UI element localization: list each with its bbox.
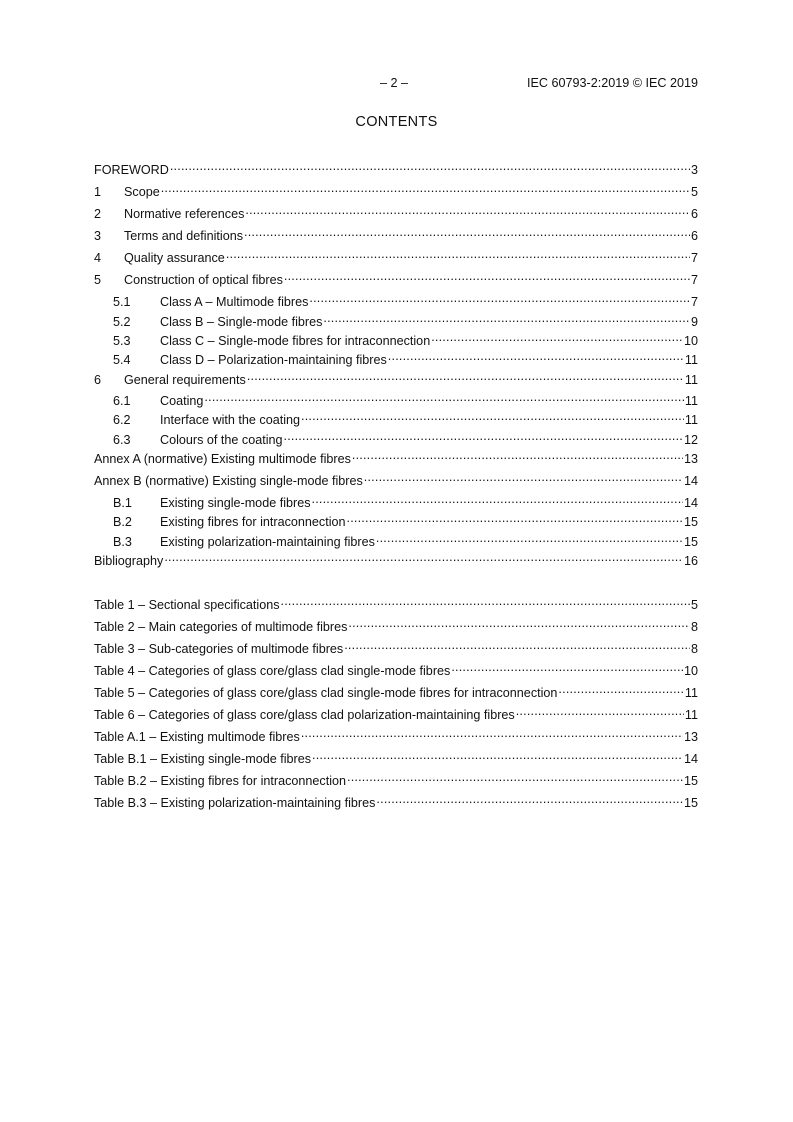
toc-entry[interactable] bbox=[94, 368, 698, 387]
toc-entry-page: 11 bbox=[684, 394, 698, 408]
toc-entry-label: Class B – Single-mode fibres bbox=[160, 315, 323, 329]
toc-entry-label: Colours of the coating bbox=[160, 433, 283, 447]
toc-entry-number: 5.2 bbox=[113, 315, 131, 329]
dot-leader bbox=[284, 268, 690, 284]
toc-entry[interactable] bbox=[94, 469, 698, 488]
dot-leader bbox=[312, 747, 683, 763]
toc-entry-page: 6 bbox=[690, 207, 698, 221]
dot-leader bbox=[388, 348, 684, 364]
toc-entry-page: 14 bbox=[683, 496, 698, 510]
toc-entry-label: Table B.2 – Existing fibres for intraconnection bbox=[94, 774, 347, 788]
toc-entry[interactable] bbox=[94, 615, 698, 634]
page-header bbox=[0, 76, 793, 92]
dot-leader bbox=[516, 703, 684, 719]
dot-leader bbox=[301, 408, 684, 424]
toc-entry[interactable] bbox=[94, 769, 698, 788]
toc-entry[interactable] bbox=[94, 703, 698, 722]
dot-leader bbox=[376, 530, 683, 546]
toc-entry-page: 9 bbox=[690, 315, 698, 329]
toc-entry-label: Table 2 – Main categories of multimode fibres bbox=[94, 620, 348, 634]
toc-entry-label: Table 1 – Sectional specifications bbox=[94, 598, 280, 612]
toc-entry-page: 11 bbox=[684, 686, 698, 700]
dot-leader bbox=[352, 447, 683, 463]
toc-entry-page: 11 bbox=[684, 413, 698, 427]
toc-entry-number: 5.3 bbox=[113, 334, 131, 348]
toc-entry-label: Bibliography bbox=[94, 554, 164, 568]
toc-entry-page: 7 bbox=[690, 251, 698, 265]
toc-entry-label: Quality assurance bbox=[124, 251, 225, 265]
toc-entry-page: 14 bbox=[683, 474, 698, 488]
dot-leader bbox=[558, 681, 684, 697]
toc-entry-page: 13 bbox=[683, 730, 698, 744]
dot-leader bbox=[301, 725, 683, 741]
toc-entry[interactable] bbox=[94, 290, 698, 309]
toc-entry[interactable] bbox=[94, 725, 698, 744]
toc-entry-page: 5 bbox=[690, 185, 698, 199]
toc-entry-label: Table 5 – Categories of glass core/glass clad single-mode fibres for intraconnection bbox=[94, 686, 558, 700]
dot-leader bbox=[376, 791, 683, 807]
toc-entry-label: Table B.3 – Existing polarization-maintaining fibres bbox=[94, 796, 376, 810]
dot-leader bbox=[161, 180, 690, 196]
toc-entry-label: Coating bbox=[160, 394, 204, 408]
dot-leader bbox=[281, 593, 690, 609]
toc-entry-page: 15 bbox=[683, 796, 698, 810]
toc-entry-page: 15 bbox=[683, 535, 698, 549]
dot-leader bbox=[204, 389, 684, 405]
dot-leader bbox=[348, 615, 690, 631]
toc-entry-page: 11 bbox=[684, 708, 698, 722]
toc-entry-label: Table A.1 – Existing multimode fibres bbox=[94, 730, 300, 744]
toc-entry[interactable] bbox=[94, 428, 698, 447]
toc-entry-page: 13 bbox=[683, 452, 698, 466]
dot-leader bbox=[170, 158, 690, 174]
toc-entry-label: Table B.1 – Existing single-mode fibres bbox=[94, 752, 312, 766]
toc-entry[interactable] bbox=[94, 510, 698, 529]
toc-entry[interactable] bbox=[94, 158, 698, 177]
toc-entry-label: FOREWORD bbox=[94, 163, 169, 177]
document-reference: IEC 60793-2:2019 © IEC 2019 bbox=[526, 76, 698, 90]
toc-entry-number: 4 bbox=[94, 251, 102, 265]
dot-leader bbox=[164, 549, 683, 565]
page-title: CONTENTS bbox=[355, 114, 438, 130]
toc-entry-number: B.3 bbox=[113, 535, 132, 549]
toc-entry[interactable] bbox=[94, 310, 698, 329]
toc-entry-label: Class A – Multimode fibres bbox=[160, 295, 309, 309]
toc-entry-number: B.2 bbox=[113, 515, 132, 529]
dot-leader bbox=[284, 428, 683, 444]
toc-entry-page: 10 bbox=[683, 334, 698, 348]
toc-entry-label: Existing polarization-maintaining fibres bbox=[160, 535, 375, 549]
toc-entry-label: Construction of optical fibres bbox=[124, 273, 283, 287]
dot-leader bbox=[309, 290, 690, 306]
toc-entry-label: Table 6 – Categories of glass core/glass clad polarization-maintaining fibres bbox=[94, 708, 515, 722]
toc-entry-number: 6 bbox=[94, 373, 102, 387]
toc-entry-number: 6.2 bbox=[113, 413, 131, 427]
toc-entry-label: Interface with the coating bbox=[160, 413, 301, 427]
toc-entry[interactable] bbox=[94, 246, 698, 265]
toc-entry[interactable] bbox=[94, 593, 698, 612]
toc-entry[interactable] bbox=[94, 202, 698, 221]
toc-entry[interactable] bbox=[94, 408, 698, 427]
toc-entry[interactable] bbox=[94, 447, 698, 466]
toc-entry[interactable] bbox=[94, 348, 698, 367]
toc-entry-page: 8 bbox=[690, 642, 698, 656]
toc-entry-label: Class D – Polarization-maintaining fibres bbox=[160, 353, 387, 367]
toc-entry[interactable] bbox=[94, 180, 698, 199]
dot-leader bbox=[244, 224, 690, 240]
toc-entry-page: 5 bbox=[690, 598, 698, 612]
toc-entry-label: Table 4 – Categories of glass core/glass clad single-mode fibres bbox=[94, 664, 451, 678]
toc-entry-number: 2 bbox=[94, 207, 102, 221]
toc-entry-label: Existing single-mode fibres bbox=[160, 496, 311, 510]
toc-entry-number: 5.4 bbox=[113, 353, 131, 367]
toc-entry-label: General requirements bbox=[124, 373, 246, 387]
dot-leader bbox=[247, 368, 684, 384]
toc-entry-page: 14 bbox=[683, 752, 698, 766]
toc-entry-label: Normative references bbox=[124, 207, 245, 221]
dot-leader bbox=[323, 310, 690, 326]
toc-entry-page: 12 bbox=[683, 433, 698, 447]
toc-entry-label: Annex B (normative) Existing single-mode fibres bbox=[94, 474, 363, 488]
toc-entry-page: 10 bbox=[683, 664, 698, 678]
toc-entry-page: 7 bbox=[690, 295, 698, 309]
dot-leader bbox=[312, 491, 683, 507]
toc-entry-page: 15 bbox=[683, 515, 698, 529]
toc-entry-label: Class C – Single-mode fibres for intraconnection bbox=[160, 334, 431, 348]
toc-entry-page: 16 bbox=[683, 554, 698, 568]
toc-entry[interactable] bbox=[94, 637, 698, 656]
dot-leader bbox=[245, 202, 690, 218]
toc-entry-number: B.1 bbox=[113, 496, 132, 510]
toc-entry-page: 6 bbox=[690, 229, 698, 243]
toc-entry-number: 5.1 bbox=[113, 295, 131, 309]
toc-entry[interactable] bbox=[94, 791, 698, 810]
toc-entry-page: 7 bbox=[690, 273, 698, 287]
toc-entry[interactable] bbox=[94, 659, 698, 678]
page-number: – 2 – bbox=[380, 76, 409, 90]
toc-entry[interactable] bbox=[94, 530, 698, 549]
toc-entry[interactable] bbox=[94, 549, 698, 568]
toc-entry[interactable] bbox=[94, 389, 698, 408]
toc-entry-number: 3 bbox=[94, 229, 102, 243]
dot-leader bbox=[344, 637, 690, 653]
toc-entry-page: 11 bbox=[684, 353, 698, 367]
dot-leader bbox=[451, 659, 683, 675]
toc-entry-page: 3 bbox=[690, 163, 698, 177]
toc-entry-label: Terms and definitions bbox=[124, 229, 244, 243]
toc-entry[interactable] bbox=[94, 268, 698, 287]
toc-entry[interactable] bbox=[94, 681, 698, 700]
toc-entry-number: 5 bbox=[94, 273, 102, 287]
toc-entry[interactable] bbox=[94, 491, 698, 510]
toc-entry-number: 1 bbox=[94, 185, 102, 199]
dot-leader bbox=[226, 246, 690, 262]
toc-entry-label: Annex A (normative) Existing multimode fibres bbox=[94, 452, 351, 466]
toc-entry-page: 15 bbox=[683, 774, 698, 788]
toc-entry-page: 8 bbox=[690, 620, 698, 634]
dot-leader bbox=[347, 510, 683, 526]
toc-entry[interactable] bbox=[94, 224, 698, 243]
toc-entry-number: 6.1 bbox=[113, 394, 131, 408]
dot-leader bbox=[431, 329, 683, 345]
toc-entry-number: 6.3 bbox=[113, 433, 131, 447]
dot-leader bbox=[347, 769, 683, 785]
toc-entry-page: 11 bbox=[684, 373, 698, 387]
toc-entry-label: Scope bbox=[124, 185, 160, 199]
dot-leader bbox=[364, 469, 683, 485]
toc-entry[interactable] bbox=[94, 329, 698, 348]
toc-entry-label: Existing fibres for intraconnection bbox=[160, 515, 346, 529]
toc-entry[interactable] bbox=[94, 747, 698, 766]
toc-entry-label: Table 3 – Sub-categories of multimode fibres bbox=[94, 642, 344, 656]
